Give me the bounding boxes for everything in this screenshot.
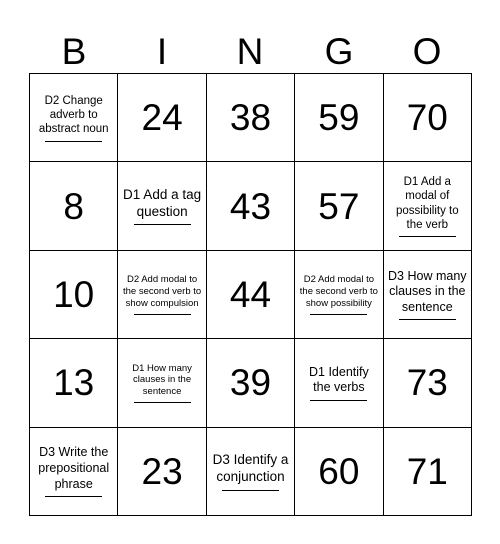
cell-task [295, 274, 382, 315]
bingo-cell[interactable] [295, 251, 383, 339]
answer-line [310, 314, 367, 315]
bingo-cell[interactable] [295, 74, 383, 162]
cell-task-text: D2 Add modal to the second verb to show possibility [299, 274, 378, 309]
cell-task [384, 175, 471, 238]
bingo-grid [29, 73, 472, 516]
bingo-cell[interactable] [207, 339, 295, 427]
bingo-cell[interactable] [30, 251, 118, 339]
cell-number: 71 [406, 450, 448, 492]
header-letter-b: B [61, 31, 87, 72]
cell-task-text: D2 Add modal to the second verb to show compulsion [123, 274, 202, 309]
bingo-cell[interactable] [207, 428, 295, 516]
cell-number: 24 [141, 97, 183, 139]
bingo-header [30, 30, 471, 74]
header-letter-o: O [412, 31, 442, 72]
cell-number: 43 [229, 185, 272, 227]
cell-number: 13 [53, 362, 95, 404]
bingo-cell[interactable] [207, 74, 295, 162]
cell-task [118, 187, 205, 226]
bingo-cell[interactable] [30, 162, 118, 250]
answer-line [399, 236, 456, 237]
bingo-cell[interactable] [30, 339, 118, 427]
answer-line [134, 402, 191, 403]
bingo-cell[interactable] [30, 428, 118, 516]
bingo-cell[interactable] [384, 74, 472, 162]
cell-number: 60 [318, 450, 360, 492]
answer-line [134, 224, 191, 225]
bingo-cell[interactable] [295, 162, 383, 250]
cell-number: 70 [406, 97, 448, 139]
bingo-cell[interactable] [118, 339, 206, 427]
header-letter-g: G [324, 31, 354, 72]
cell-number: 10 [53, 273, 95, 315]
cell-number: 59 [318, 97, 360, 139]
bingo-cell[interactable] [118, 251, 206, 339]
bingo-cell[interactable] [295, 339, 383, 427]
answer-line [399, 319, 456, 320]
bingo-cell[interactable] [118, 428, 206, 516]
cell-task-text: D1 Add a modal of possibility to the verb [395, 175, 459, 231]
bingo-cell[interactable] [384, 251, 472, 339]
cell-task-text: D1 Identify the verbs [309, 364, 369, 395]
cell-task [30, 94, 117, 142]
bingo-cell[interactable] [30, 74, 118, 162]
cell-task [207, 452, 294, 491]
bingo-cell[interactable] [207, 162, 295, 250]
cell-number: 8 [63, 185, 84, 227]
cell-task [30, 445, 117, 497]
cell-number: 44 [229, 273, 272, 315]
answer-line [222, 490, 279, 491]
bingo-cell[interactable] [118, 74, 206, 162]
cell-number: 38 [229, 97, 272, 139]
bingo-cell[interactable] [384, 339, 472, 427]
cell-number: 39 [229, 362, 272, 404]
header-letter-n: N [236, 31, 264, 72]
cell-task-text: D3 How many clauses in the sentence [388, 268, 467, 314]
answer-line [45, 496, 102, 497]
cell-task-text: D3 Write the prepositional phrase [38, 445, 110, 491]
cell-task-text: D3 Identify a conjunction [212, 451, 289, 484]
cell-number: 23 [141, 450, 183, 492]
bingo-cell[interactable] [295, 428, 383, 516]
bingo-cell[interactable] [207, 251, 295, 339]
cell-task [118, 363, 205, 404]
header-letter-i: I [156, 31, 168, 72]
cell-task [118, 274, 205, 315]
answer-line [134, 314, 191, 315]
cell-number: 57 [318, 185, 360, 227]
answer-line [310, 400, 367, 401]
cell-task-text: D1 Add a tag question [123, 186, 202, 219]
answer-line [45, 141, 102, 142]
bingo-cell[interactable] [384, 162, 472, 250]
cell-task [384, 269, 471, 321]
bingo-cell[interactable] [118, 162, 206, 250]
bingo-cell[interactable] [384, 428, 472, 516]
cell-task-text: D1 How many clauses in the sentence [132, 362, 192, 398]
cell-task-text: D2 Change adverb to abstract noun [38, 94, 109, 136]
cell-number: 73 [406, 362, 448, 404]
cell-task [295, 365, 382, 401]
